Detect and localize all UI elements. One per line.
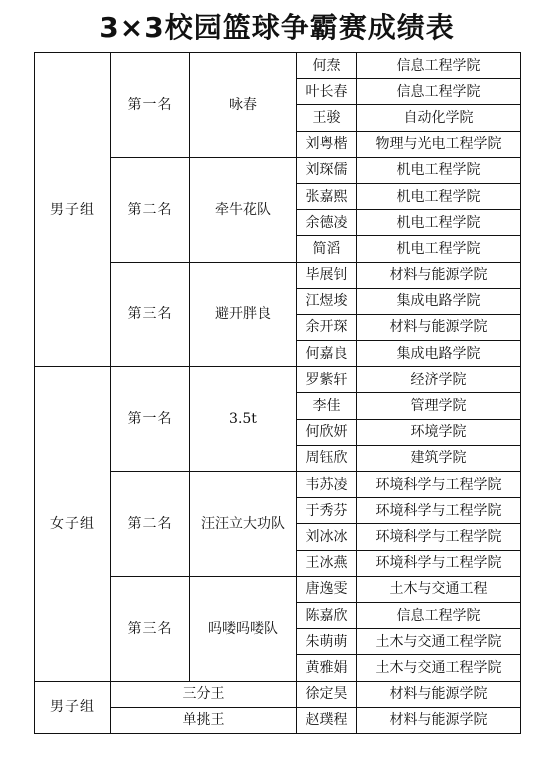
player-college: 建筑学院 bbox=[357, 445, 521, 471]
player-name: 何嘉良 bbox=[297, 341, 357, 367]
player-college: 环境科学与工程学院 bbox=[357, 550, 521, 576]
player-name: 余开琛 bbox=[297, 314, 357, 340]
table-row bbox=[35, 681, 521, 707]
player-college: 环境科学与工程学院 bbox=[357, 498, 521, 524]
player-college: 机电工程学院 bbox=[357, 183, 521, 209]
player-name: 李佳 bbox=[297, 393, 357, 419]
player-name: 唐逸雯 bbox=[297, 576, 357, 602]
player-name: 余德凌 bbox=[297, 210, 357, 236]
player-college: 材料与能源学院 bbox=[357, 681, 521, 707]
player-name: 罗紫轩 bbox=[297, 367, 357, 393]
player-name: 于秀芬 bbox=[297, 498, 357, 524]
player-college: 信息工程学院 bbox=[357, 602, 521, 628]
player-name: 周钰欣 bbox=[297, 445, 357, 471]
player-college: 机电工程学院 bbox=[357, 236, 521, 262]
player-name: 江煜埈 bbox=[297, 288, 357, 314]
player-college: 材料与能源学院 bbox=[357, 314, 521, 340]
rank-label: 第二名 bbox=[111, 472, 190, 577]
player-name: 毕展钊 bbox=[297, 262, 357, 288]
player-name: 简滔 bbox=[297, 236, 357, 262]
player-college: 材料与能源学院 bbox=[357, 262, 521, 288]
award-title: 三分王 bbox=[111, 681, 297, 707]
player-name: 徐定昊 bbox=[297, 681, 357, 707]
player-college: 环境科学与工程学院 bbox=[357, 472, 521, 498]
player-name: 何焘 bbox=[297, 53, 357, 79]
player-college: 土木与交通工程学院 bbox=[357, 655, 521, 681]
player-college: 自动化学院 bbox=[357, 105, 521, 131]
player-name: 王冰燕 bbox=[297, 550, 357, 576]
player-name: 韦苏凌 bbox=[297, 472, 357, 498]
player-college: 环境科学与工程学院 bbox=[357, 524, 521, 550]
player-college: 信息工程学院 bbox=[357, 53, 521, 79]
rank-label: 第一名 bbox=[111, 367, 190, 472]
player-college: 集成电路学院 bbox=[357, 288, 521, 314]
table-row bbox=[35, 367, 521, 393]
results-body bbox=[35, 53, 521, 734]
team-name: 吗喽吗喽队 bbox=[190, 576, 297, 681]
player-college: 土木与交通工程 bbox=[357, 576, 521, 602]
team-name: 3.5t bbox=[190, 367, 297, 472]
player-name: 张嘉熙 bbox=[297, 183, 357, 209]
player-name: 刘粤楷 bbox=[297, 131, 357, 157]
team-name: 咏春 bbox=[190, 53, 297, 158]
rank-label: 第二名 bbox=[111, 157, 190, 262]
player-name: 刘冰冰 bbox=[297, 524, 357, 550]
team-name: 牵牛花队 bbox=[190, 157, 297, 262]
player-college: 土木与交通工程学院 bbox=[357, 629, 521, 655]
rank-label: 第一名 bbox=[111, 53, 190, 158]
player-name: 叶长春 bbox=[297, 79, 357, 105]
group-label: 男子组 bbox=[35, 53, 111, 367]
group-label: 女子组 bbox=[35, 367, 111, 681]
page-title: 3×3校园篮球争霸赛成绩表 bbox=[99, 11, 455, 44]
group-label: 男子组 bbox=[35, 681, 111, 733]
player-college: 机电工程学院 bbox=[357, 210, 521, 236]
player-college: 材料与能源学院 bbox=[357, 707, 521, 733]
player-college: 机电工程学院 bbox=[357, 157, 521, 183]
award-title: 单挑王 bbox=[111, 707, 297, 733]
player-college: 物理与光电工程学院 bbox=[357, 131, 521, 157]
player-name: 何欣妍 bbox=[297, 419, 357, 445]
player-college: 经济学院 bbox=[357, 367, 521, 393]
player-name: 王骏 bbox=[297, 105, 357, 131]
team-name: 避开胖良 bbox=[190, 262, 297, 367]
player-college: 信息工程学院 bbox=[357, 79, 521, 105]
rank-label: 第三名 bbox=[111, 262, 190, 367]
team-name: 汪汪立大功队 bbox=[190, 472, 297, 577]
player-name: 赵璞程 bbox=[297, 707, 357, 733]
player-name: 陈嘉欣 bbox=[297, 602, 357, 628]
table-row bbox=[35, 53, 521, 79]
player-name: 刘琛儒 bbox=[297, 157, 357, 183]
rank-label: 第三名 bbox=[111, 576, 190, 681]
player-college: 环境学院 bbox=[357, 419, 521, 445]
player-name: 黄雅娟 bbox=[297, 655, 357, 681]
player-college: 集成电路学院 bbox=[357, 341, 521, 367]
player-college: 管理学院 bbox=[357, 393, 521, 419]
player-name: 朱萌萌 bbox=[297, 629, 357, 655]
results-table bbox=[34, 52, 521, 734]
